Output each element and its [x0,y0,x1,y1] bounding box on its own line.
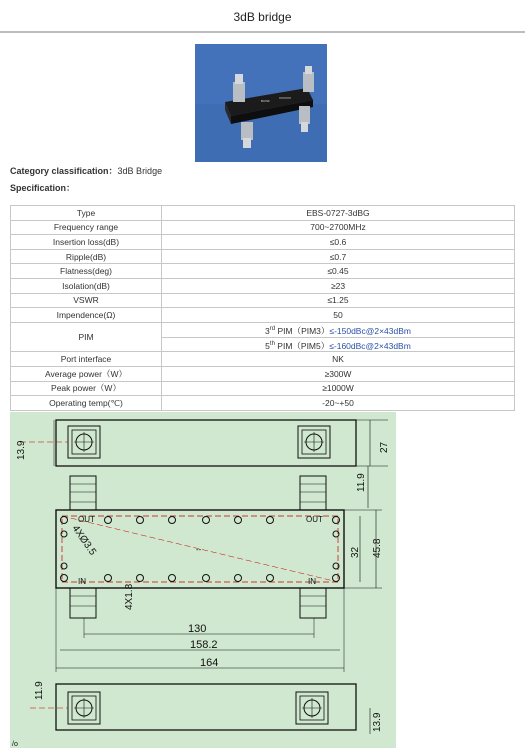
port-out-right: OUT [306,515,323,524]
spec-label: Operating temp(℃) [11,396,162,411]
dim-164: 164 [200,657,219,669]
dim-11-9-mid: 11.9 [356,473,367,492]
title-divider [0,31,525,33]
spec-label: Insertion loss(dB) [11,235,162,250]
spec-value: ≤0.45 [162,264,515,279]
spec-label: Flatness(deg) [11,264,162,279]
port-in-right: IN [308,577,316,586]
dim-11-9-bottom: 11.9 [34,681,45,700]
spec-value: ≤0.7 [162,249,515,264]
spec-label: Type [11,206,162,221]
spec-value: ≤0.6 [162,235,515,250]
spec-label-pim: PIM [11,322,162,352]
dimension-drawing [10,412,396,748]
spec-value-pim3: 3rd PIM（PIM3）≤-150dBc@2×43dBm [162,322,515,337]
spec-table [10,205,515,411]
product-photo [195,44,327,162]
table-row [11,220,515,235]
spec-value: 700~2700MHz [162,220,515,235]
table-row [11,352,515,367]
spec-label: Average power（W） [11,367,162,382]
spec-value-pim5: 5th PIM（PIM5）≤-160dBc@2×43dBm [162,337,515,352]
table-row [11,381,515,396]
table-row [11,206,515,221]
spec-value: EBS-0727-3dBG [162,206,515,221]
category-label: Category classification： [10,166,118,176]
spec-value: ≥1000W [162,381,515,396]
table-row [11,396,515,411]
table-row [11,308,515,323]
page-title: 3dB bridge [233,10,292,24]
dim-45-8: 45.8 [372,538,383,558]
table-row [11,367,515,382]
spec-value: ≥300W [162,367,515,382]
corner-mark: /o [12,741,18,748]
table-row [11,264,515,279]
dim-4x3-5: 4XØ3.5 [69,523,99,558]
spec-label: Port interface [11,352,162,367]
table-row [11,235,515,250]
center-mark: -- [196,545,202,554]
spec-value: 50 [162,308,515,323]
photo-label-left: BCISF [261,99,270,103]
table-row [11,278,515,293]
top-view [16,420,390,466]
spec-label: Impendence(Ω) [11,308,162,323]
dim-13-9-bottom: 13.9 [372,712,383,732]
dim-158-2: 158.2 [190,639,218,651]
spec-value: -20~+50 [162,396,515,411]
spec-label: Peak power（W） [11,381,162,396]
table-row [11,293,515,308]
category-line [10,164,162,177]
spec-label: VSWR [11,293,162,308]
middle-view [56,466,383,672]
dim-32: 32 [350,546,361,558]
port-out-left: OUT [78,515,95,524]
spec-label: Isolation(dB) [11,278,162,293]
spec-label: Frequency range [11,220,162,235]
photo-label-right: XXXXXX [279,96,292,100]
dim-4x1-8: 4X1.8 [124,583,135,610]
bottom-view [12,681,383,748]
dim-13-9-top: 13.9 [16,440,27,460]
spec-value: NK [162,352,515,367]
table-row [11,249,515,264]
dim-27-top: 27 [379,441,390,453]
spec-value: ≤1.25 [162,293,515,308]
specification-label: Specification： [10,183,76,193]
category-value: 3dB Bridge [117,166,163,176]
table-row [11,322,515,337]
dim-130: 130 [188,623,207,635]
spec-value: ≥23 [162,278,515,293]
port-in-left: IN [78,577,86,586]
spec-label: Ripple(dB) [11,249,162,264]
